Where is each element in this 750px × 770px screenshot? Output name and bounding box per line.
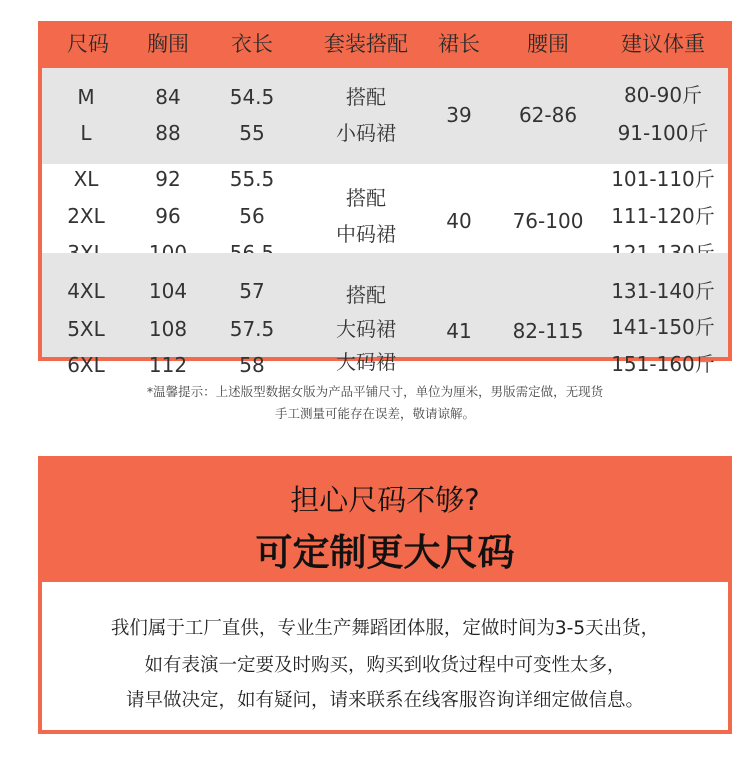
banner-text-line: 请早做决定，如有疑问，请来联系在线客服咨询详细定做信息。 [125,690,644,711]
set-cell: 中码裙 [336,222,396,246]
length-cell: 57.5 [229,317,275,341]
weight-cell: 131-140斤 [611,279,715,303]
skirt-length-cell: 41 [446,319,472,343]
size-chart-table [38,21,732,377]
chest-cell: 96 [155,204,181,228]
header-size: 尺码 [67,32,109,56]
length-cell: 56 [239,204,265,228]
tip-note-line2: 手工测量可能存在误差，敬请谅解。 [274,406,475,421]
banner-text-line: 我们属于工厂直供，专业生产舞蹈团体服，定做时间为3-5天出货， [110,618,660,639]
size-cell: 6XL [67,353,105,377]
set-cell: 搭配 [346,186,386,210]
skirt-length-cell: 40 [446,209,472,233]
tip-note-line1: *温馨提示：上述版型数据女版为产品平铺尺寸，单位为厘米，男版需定做，无现货 [146,384,604,399]
weight-cell: 111-120斤 [611,204,715,228]
length-cell: 55.5 [229,167,275,191]
chest-cell: 104 [148,279,188,303]
length-cell: 54.5 [229,85,275,109]
skirt-length-cell: 39 [446,103,472,127]
group-medium [42,164,728,253]
table-header [38,21,732,68]
length-cell: 57 [239,279,265,303]
header-waist: 腰围 [527,32,569,56]
chest-cell: 84 [155,85,181,109]
header-weight: 建议体重 [621,32,705,56]
set-cell: 搭配 [346,283,386,307]
header-skirt-length: 裙长 [438,32,480,56]
size-cell: L [80,121,92,145]
size-cell: 5XL [67,317,105,341]
chest-cell: 88 [155,121,181,145]
custom-size-banner [38,456,732,734]
group-large [42,253,728,377]
chest-cell: 112 [148,353,188,377]
waist-cell: 82-115 [512,319,584,343]
chest-cell: 108 [148,317,188,341]
banner-body [42,582,728,730]
set-cell: 搭配 [346,85,386,109]
set-cell: 小码裙 [336,121,396,145]
weight-cell: 80-90斤 [623,83,703,107]
header-length: 衣长 [231,32,273,56]
group-small [42,68,728,164]
set-cell: 大码裙 [336,350,396,374]
weight-cell: 91-100斤 [617,121,709,145]
size-cell: M [77,85,95,109]
length-cell: 58 [239,353,265,377]
size-cell: 2XL [67,204,105,228]
banner-text-line: 如有表演一定要及时购买，购买到收货过程中可变性太多， [144,655,626,676]
chest-cell: 92 [155,167,181,191]
weight-cell: 151-160斤 [611,352,715,376]
weight-cell: 141-150斤 [611,315,715,339]
set-cell: 大码裙 [336,317,396,341]
header-set: 套装搭配 [324,32,408,56]
waist-cell: 62-86 [518,103,578,127]
banner-title: 可定制更大尺码 [255,531,515,574]
size-cell: XL [73,167,99,191]
length-cell: 55 [239,121,265,145]
weight-cell: 101-110斤 [611,167,715,191]
size-cell: 4XL [67,279,105,303]
banner-subtitle: 担心尺码不够? [290,483,480,517]
waist-cell: 76-100 [512,209,584,233]
header-chest: 胸围 [147,32,189,56]
